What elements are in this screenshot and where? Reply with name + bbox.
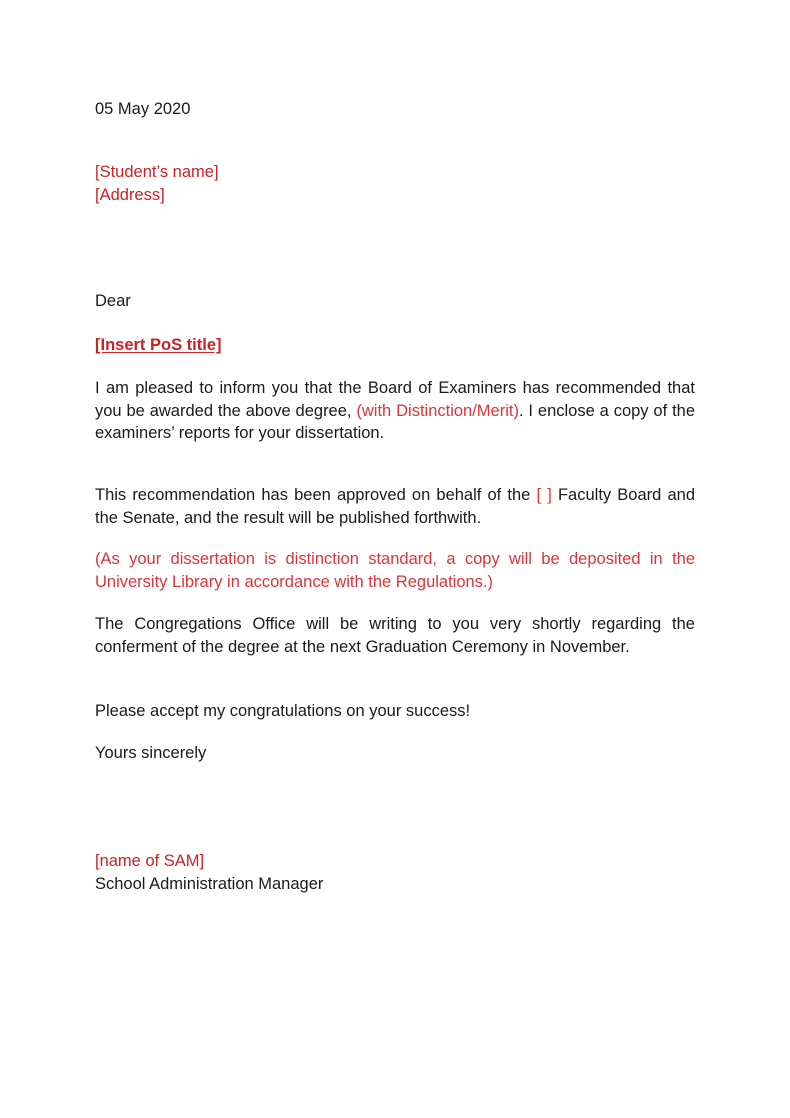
signatory-job-title: School Administration Manager [95, 874, 324, 893]
letter-date: 05 May 2020 [95, 100, 191, 118]
paragraph-approval-highlight: [ ] [536, 486, 552, 504]
recipient-block [95, 161, 695, 206]
paragraph-recommendation-part1: I am pleased to inform you that the Board of Examiners has recommended that you be awarded the above degree, [95, 379, 695, 420]
paragraph-approval-part2: Faculty Board and the Senate, and the result will be published forthwith. [95, 486, 696, 527]
salutation: Dear [95, 292, 131, 310]
subject-title-row [95, 334, 695, 357]
recipient-address-placeholder: [Address] [95, 185, 165, 204]
paragraph-congratulations: Please accept my congratulations on your success! [95, 702, 471, 720]
subject-title: [Insert PoS title] [95, 336, 222, 354]
signature-block [95, 850, 695, 895]
paragraph-approval [95, 484, 695, 529]
paragraph-library-deposit: (As your dissertation is distinction standard, a copy will be deposited in the University Library in accordance with the Regulations.) [95, 550, 695, 591]
signatory-name-placeholder: [name of SAM] [95, 852, 205, 870]
paragraph-recommendation-part2: . I enclose a copy of the examiners’ reports for your dissertation. [95, 401, 696, 442]
recipient-name-placeholder: [Student’s name] [95, 163, 219, 181]
paragraph-congregations-office: The Congregations Office will be writing to you very shortly regarding the conferment of the degree at the next Graduation Ceremony in November. [95, 615, 695, 656]
paragraph-recommendation [95, 377, 695, 445]
paragraph-recommendation-highlight: (with Distinction/Merit) [356, 401, 519, 420]
paragraph-approval-part1: This recommendation has been approved on behalf of the [95, 486, 537, 504]
sign-off: Yours sincerely [95, 744, 207, 762]
